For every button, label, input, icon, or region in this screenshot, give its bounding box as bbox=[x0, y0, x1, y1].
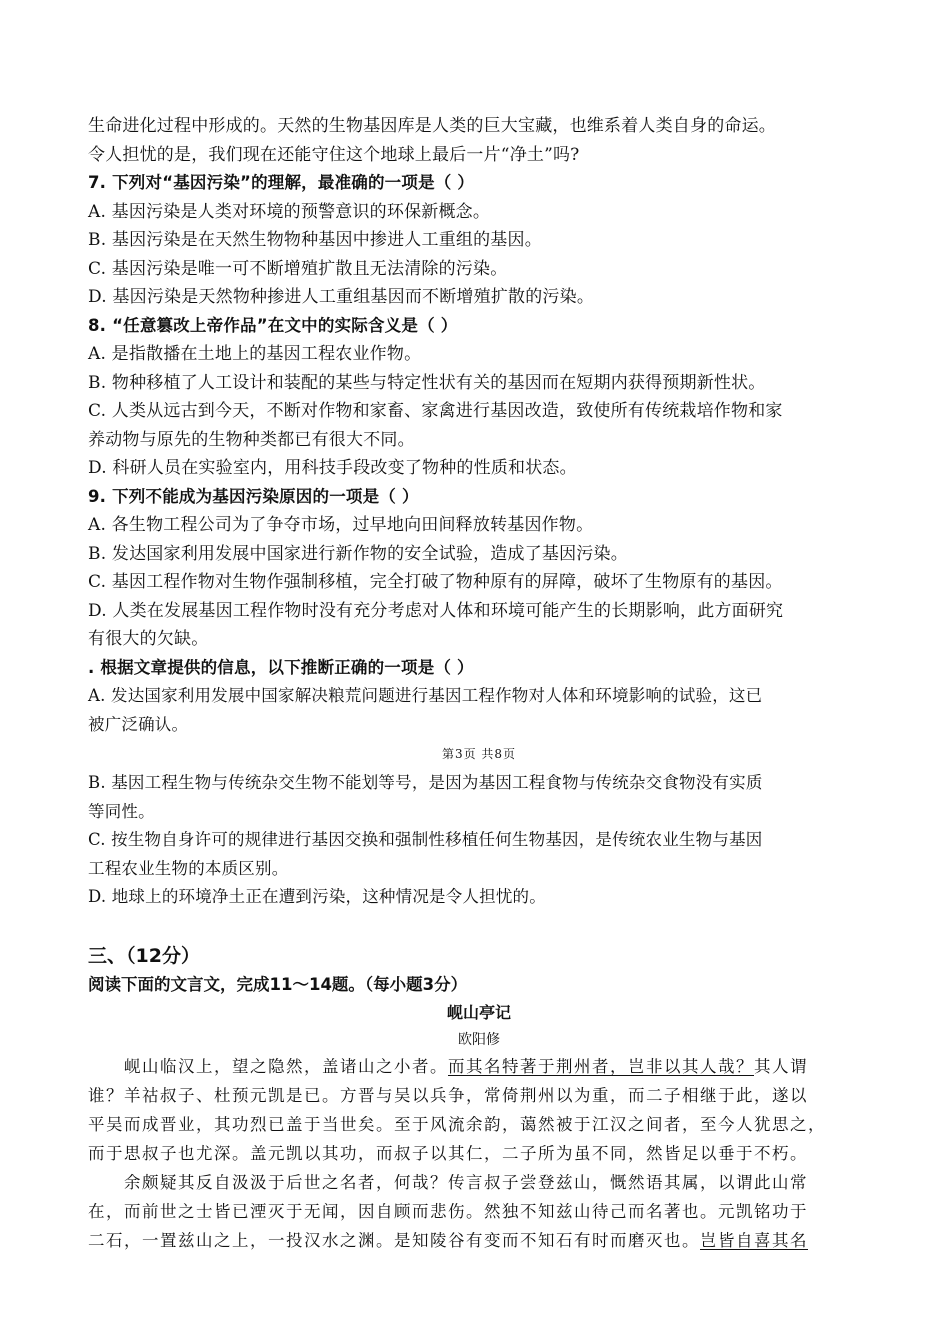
passage-title: 岘山亭记 bbox=[446, 1002, 511, 1022]
question-9-option-c: C. 基因工程作物对生物作强制移植，完全打破了物种原有的屏障，破坏了生物原有的基因。 bbox=[88, 572, 783, 592]
question-7-option-a: A. 基因污染是人类对环境的预警意识的环保新概念。 bbox=[88, 201, 491, 222]
question-9-option-d-cont: 有很大的欠缺。 bbox=[88, 629, 209, 649]
question-10-option-c-cont: 工程农业生物的本质区别。 bbox=[88, 858, 289, 878]
question-10-stem: . 根据文章提供的信息，以下推断正确的一项是（ ） bbox=[88, 657, 474, 677]
section-instruction: 阅读下面的文言文，完成11～14题。（每小题3分） bbox=[88, 974, 468, 994]
question-7-option-d: D. 基因污染是天然物种掺进人工重组基因而不断增殖扩散的污染。 bbox=[88, 287, 595, 307]
exam-page bbox=[88, 112, 870, 1255]
question-9-option-d: D. 人类在发展基因工程作物时没有充分考虑对人体和环境可能产生的长期影响，此方面研究 bbox=[88, 600, 784, 621]
question-10-option-b: B. 基因工程生物与传统杂交生物不能划等号，是因为基因工程食物与传统杂交食物没有实质 bbox=[88, 773, 763, 792]
question-10-option-d: D. 地球上的环境净土正在遭到污染，这种情况是令人担忧的。 bbox=[88, 887, 546, 906]
underlined-sentence: 而其名特著于荆州者，岂非以其人哉？ bbox=[448, 1056, 754, 1076]
question-10-option-a-cont: 被广泛确认。 bbox=[88, 714, 189, 734]
question-8-option-d: D. 科研人员在实验室内，用科技手段改变了物种的性质和状态。 bbox=[88, 458, 577, 478]
page-footer: 第3页 共8页 bbox=[441, 747, 517, 761]
underlined-sentence: 岂皆自喜其名 bbox=[700, 1230, 808, 1250]
question-8-option-a: A. 是指散播在土地上的基因工程农业作物。 bbox=[88, 344, 422, 364]
question-8-stem: 8. “任意篡改上帝作品”在文中的实际含义是（ ） bbox=[88, 315, 458, 335]
classical-line: 谁？羊祜叔子、杜预元凯是已。方晋与吴以兵争，常倚荆州以为重，而二子相继于此，遂以 bbox=[88, 1085, 808, 1105]
question-8-option-c-cont: 养动物与原先的生物种类都已有很大不同。 bbox=[88, 429, 415, 450]
question-7-option-c: C. 基因污染是唯一可不断增殖扩散且无法清除的污染。 bbox=[88, 258, 508, 279]
question-8-option-b: B. 物种移植了人工设计和装配的某些与特定性状有关的基因而在短期内获得预期新性状。 bbox=[88, 372, 766, 393]
question-10-option-a: A. 发达国家利用发展中国家解决粮荒问题进行基因工程作物对人体和环境影响的试验，这已 bbox=[88, 686, 763, 705]
question-9-option-a: A. 各生物工程公司为了争夺市场，过早地向田间释放转基因作物。 bbox=[88, 515, 594, 535]
passage-line: 生命进化过程中形成的。天然的生物基因库是人类的巨大宝藏，也维系着人类自身的命运。 bbox=[88, 116, 776, 136]
question-10-option-b-cont: 等同性。 bbox=[88, 801, 155, 821]
classical-line: 而于思叔子也尤深。盖元凯以其功，而叔子以其仁，二子所为虽不同，然皆足以垂于不朽。 bbox=[88, 1143, 808, 1163]
classical-line bbox=[88, 1052, 870, 1081]
question-9-stem: 9. 下列不能成为基因污染原因的一项是（ ） bbox=[88, 486, 419, 506]
question-7-option-b: B. 基因污染是在天然生物物种基因中掺进人工重组的基因。 bbox=[88, 230, 542, 250]
question-8-option-c: C. 人类从远古到今天，不断对作物和家畜、家禽进行基因改造，致使所有传统栽培作物和家 bbox=[88, 401, 783, 421]
classical-line: 在，而前世之士皆已湮灭于无闻，因自顾而悲伤。然独不知兹山待己而名著也。元凯铭功于 bbox=[88, 1201, 808, 1221]
question-10-option-c: C. 按生物自身许可的规律进行基因交换和强制性移植任何生物基因，是传统农业生物与基因 bbox=[88, 830, 763, 849]
classical-text: 其人谓 bbox=[754, 1056, 808, 1076]
question-9-option-b: B. 发达国家利用发展中国家进行新作物的安全试验，造成了基因污染。 bbox=[88, 543, 628, 564]
section-heading: 三、（12分） bbox=[88, 944, 200, 967]
passage-author: 欧阳修 bbox=[458, 1031, 500, 1048]
passage-line: 令人担忧的是，我们现在还能守住这个地球上最后一片“净土”吗? bbox=[88, 144, 580, 165]
question-7-stem: 7. 下列对“基因污染”的理解，最准确的一项是（ ） bbox=[88, 173, 475, 192]
classical-text: 二石，一置兹山之上，一投汉水之渊。是知陵谷有变而不知石有时而磨灭也。 bbox=[88, 1230, 700, 1250]
classical-line: 余颇疑其反自汲汲于后世之名者，何哉？传言叔子尝登兹山，慨然语其属，以谓此山常 bbox=[124, 1172, 808, 1192]
classical-text: 岘山临汉上，望之隐然，盖诸山之小者。 bbox=[124, 1056, 448, 1076]
classical-line bbox=[88, 1226, 870, 1255]
classical-line: 平吴而成晋业，其功烈已盖于当世矣。至于风流余韵，蔼然被于江汉之间者，至今人犹思之， bbox=[88, 1114, 826, 1134]
